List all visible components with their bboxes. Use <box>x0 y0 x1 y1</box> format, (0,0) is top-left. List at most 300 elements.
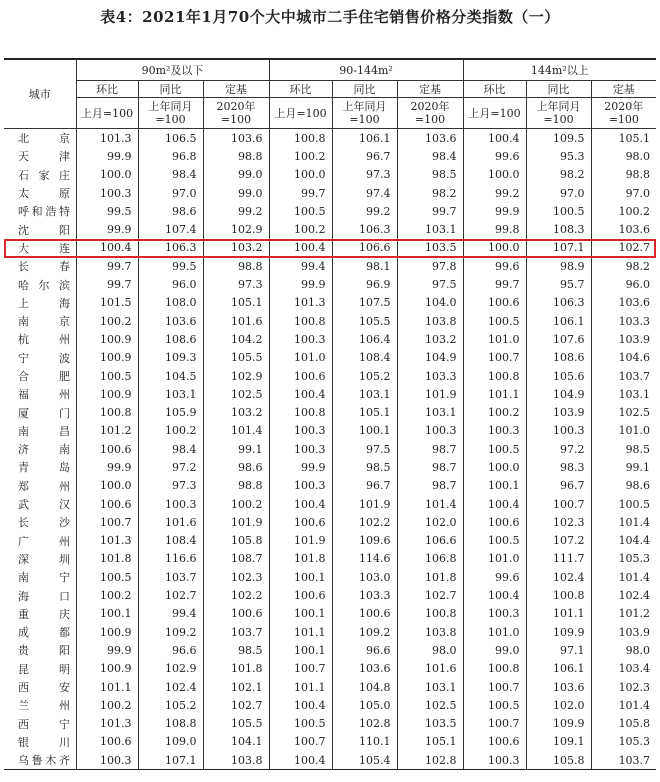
index-value-cell: 97.3 <box>138 477 203 495</box>
city-name: 长沙 <box>18 516 70 530</box>
index-value-cell: 97.0 <box>591 184 656 202</box>
city-cell <box>4 403 76 421</box>
city-name: 银川 <box>18 735 70 749</box>
table-row <box>4 513 656 531</box>
city-name: 上海 <box>18 296 70 310</box>
index-value-cell: 100.1 <box>463 477 526 495</box>
index-value-cell: 100.9 <box>100 387 132 401</box>
index-value-cell: 98.5 <box>332 458 397 476</box>
index-value-cell: 101.1 <box>269 678 332 696</box>
table-row <box>4 166 656 184</box>
city-cell <box>4 751 76 770</box>
index-value-cell: 109.3 <box>138 349 203 367</box>
index-value-cell: 111.7 <box>526 550 591 568</box>
index-value-cell: 102.7 <box>203 696 269 714</box>
index-value-cell: 99.9 <box>107 149 132 163</box>
index-value-cell: 100.3 <box>526 422 591 440</box>
index-value-cell: 100.6 <box>203 605 269 623</box>
index-value-cell: 97.1 <box>526 641 591 659</box>
index-value-cell: 100.3 <box>463 751 526 770</box>
base-header-2020: 2020年=100 <box>591 98 656 129</box>
index-value-cell: 104.4 <box>591 532 656 550</box>
index-value-cell: 103.1 <box>397 403 463 421</box>
index-value-cell: 102.8 <box>332 715 397 733</box>
city-cell <box>4 312 76 330</box>
index-value-cell: 100.8 <box>463 660 526 678</box>
index-value-cell: 100.0 <box>100 168 132 182</box>
index-value-cell: 99.7 <box>463 275 526 293</box>
city-name: 天津 <box>18 150 70 164</box>
index-value-cell: 98.7 <box>397 458 463 476</box>
index-value-cell: 100.2 <box>100 314 132 328</box>
index-value-cell: 103.1 <box>397 220 463 238</box>
city-cell <box>4 257 76 275</box>
index-value-cell: 103.7 <box>591 751 656 770</box>
index-value-cell: 106.5 <box>138 129 203 148</box>
index-value-cell: 100.8 <box>397 605 463 623</box>
index-value-cell: 95.7 <box>526 275 591 293</box>
index-value-cell: 99.4 <box>269 257 332 275</box>
index-value-cell: 99.2 <box>203 202 269 220</box>
index-value-cell: 104.5 <box>138 367 203 385</box>
city-name: 合肥 <box>18 370 70 383</box>
city-cell <box>4 166 76 184</box>
index-value-cell: 100.5 <box>463 696 526 714</box>
index-value-cell: 97.3 <box>332 166 397 184</box>
index-value-cell: 100.2 <box>100 698 132 712</box>
index-value-cell: 100.3 <box>269 477 332 495</box>
table-row <box>4 586 656 604</box>
index-value-cell: 98.0 <box>397 641 463 659</box>
index-value-cell: 99.7 <box>397 202 463 220</box>
index-value-cell: 103.7 <box>203 623 269 641</box>
index-value-cell: 100.1 <box>332 422 397 440</box>
index-value-cell: 97.2 <box>526 440 591 458</box>
index-value-cell: 100.5 <box>591 495 656 513</box>
index-value-cell: 104.9 <box>526 385 591 403</box>
city-cell <box>4 147 76 165</box>
index-value-cell: 103.6 <box>203 129 269 148</box>
index-value-cell: 103.2 <box>203 403 269 421</box>
index-value-cell: 100.3 <box>269 422 332 440</box>
index-value-cell: 98.6 <box>203 458 269 476</box>
index-value-cell: 99.5 <box>107 204 132 218</box>
index-value-cell: 106.6 <box>397 532 463 550</box>
base-header-2020: 2020年=100 <box>397 98 463 129</box>
city-name: 重庆 <box>18 607 70 621</box>
table-row <box>4 184 656 202</box>
table-row <box>4 568 656 586</box>
index-value-cell: 103.7 <box>138 568 203 586</box>
city-name: 昆明 <box>18 662 70 676</box>
index-value-cell: 101.4 <box>591 568 656 586</box>
table-title: 表4：2021年1月70个大中城市二手住宅销售价格分类指数（一） <box>100 8 560 26</box>
table-row <box>4 715 656 733</box>
index-value-cell: 100.9 <box>100 625 132 639</box>
city-cell <box>4 385 76 403</box>
sub-header-yoy: 同比 <box>332 81 397 98</box>
table-row <box>4 403 656 421</box>
table-row <box>4 532 656 550</box>
index-value-cell: 96.7 <box>332 477 397 495</box>
index-value-cell: 107.5 <box>332 294 397 312</box>
city-cell <box>4 550 76 568</box>
index-value-cell: 100.7 <box>463 349 526 367</box>
index-value-cell: 99.7 <box>107 259 132 273</box>
base-header-last-year: 上年同月=100 <box>526 98 591 129</box>
table-row <box>4 477 656 495</box>
index-value-cell: 106.1 <box>526 660 591 678</box>
index-value-cell: 109.2 <box>332 623 397 641</box>
index-value-cell: 95.3 <box>526 147 591 165</box>
table-row <box>4 422 656 440</box>
sub-header-yoy: 同比 <box>526 81 591 98</box>
sub-header-mom: 环比 <box>76 81 138 98</box>
index-value-cell: 103.5 <box>397 715 463 733</box>
index-value-cell: 108.6 <box>138 330 203 348</box>
index-value-cell: 100.2 <box>100 589 132 603</box>
index-value-cell: 107.1 <box>138 751 203 770</box>
index-value-cell: 109.5 <box>526 129 591 148</box>
index-value-cell: 109.9 <box>526 715 591 733</box>
group-header-small: 90m²及以下 <box>76 59 269 81</box>
index-value-cell: 100.6 <box>463 513 526 531</box>
table-row <box>4 147 656 165</box>
index-value-cell: 100.0 <box>100 479 132 493</box>
index-value-cell: 103.6 <box>591 220 656 238</box>
index-value-cell: 96.0 <box>138 275 203 293</box>
index-value-cell: 103.3 <box>591 312 656 330</box>
table-row <box>4 696 656 714</box>
index-value-cell: 100.5 <box>269 715 332 733</box>
index-value-cell: 101.9 <box>397 385 463 403</box>
index-value-cell: 99.1 <box>203 440 269 458</box>
index-value-cell: 102.7 <box>591 239 656 257</box>
city-name: 西安 <box>18 681 70 695</box>
city-name: 哈尔滨 <box>18 278 70 292</box>
index-value-cell: 101.1 <box>100 680 132 694</box>
index-value-cell: 100.6 <box>463 294 526 312</box>
index-value-cell: 105.8 <box>203 532 269 550</box>
index-value-cell: 100.3 <box>269 440 332 458</box>
index-value-cell: 105.5 <box>203 349 269 367</box>
index-value-cell: 98.2 <box>397 184 463 202</box>
city-name: 深圳 <box>18 552 70 566</box>
index-value-cell: 102.3 <box>526 513 591 531</box>
price-index-table-wrap <box>4 58 656 770</box>
sub-header-mom: 环比 <box>269 81 332 98</box>
index-value-cell: 101.0 <box>463 623 526 641</box>
index-value-cell: 101.9 <box>269 532 332 550</box>
index-value-cell: 102.2 <box>203 586 269 604</box>
city-cell <box>4 605 76 623</box>
index-value-cell: 109.2 <box>138 623 203 641</box>
index-value-cell: 98.9 <box>526 257 591 275</box>
index-value-cell: 108.4 <box>138 532 203 550</box>
index-value-cell: 101.0 <box>463 330 526 348</box>
index-value-cell: 108.3 <box>526 220 591 238</box>
index-value-cell: 103.6 <box>332 660 397 678</box>
index-value-cell: 100.7 <box>526 495 591 513</box>
index-value-cell: 107.6 <box>526 330 591 348</box>
index-value-cell: 101.8 <box>269 550 332 568</box>
index-value-cell: 108.0 <box>138 294 203 312</box>
index-value-cell: 98.0 <box>591 641 656 659</box>
index-value-cell: 100.1 <box>269 641 332 659</box>
city-name: 乌鲁木齐 <box>18 754 70 768</box>
table-row <box>4 440 656 458</box>
city-cell <box>4 733 76 751</box>
sub-header-mom: 环比 <box>463 81 526 98</box>
index-value-cell: 98.5 <box>203 641 269 659</box>
table-row <box>4 330 656 348</box>
city-name: 成都 <box>18 626 70 640</box>
city-name: 杭州 <box>18 333 70 347</box>
index-value-cell: 102.4 <box>591 586 656 604</box>
index-value-cell: 100.2 <box>591 202 656 220</box>
index-value-cell: 100.6 <box>100 497 132 511</box>
index-value-cell: 100.4 <box>269 751 332 770</box>
index-value-cell: 105.1 <box>397 733 463 751</box>
index-value-cell: 99.6 <box>463 257 526 275</box>
table-row <box>4 660 656 678</box>
city-cell <box>4 532 76 550</box>
index-value-cell: 97.8 <box>397 257 463 275</box>
index-value-cell: 106.8 <box>397 550 463 568</box>
index-value-cell: 101.8 <box>100 552 132 566</box>
index-value-cell: 100.2 <box>269 220 332 238</box>
index-value-cell: 100.5 <box>526 202 591 220</box>
index-value-cell: 98.2 <box>526 166 591 184</box>
index-value-cell: 98.4 <box>138 166 203 184</box>
price-index-table <box>4 58 656 770</box>
index-value-cell: 100.4 <box>463 495 526 513</box>
index-value-cell: 102.5 <box>203 385 269 403</box>
index-value-cell: 100.4 <box>269 495 332 513</box>
city-name: 沈阳 <box>18 223 70 237</box>
city-cell <box>4 422 76 440</box>
index-value-cell: 105.3 <box>591 550 656 568</box>
base-header-last-month: 上月=100 <box>269 98 332 129</box>
index-value-cell: 97.0 <box>526 184 591 202</box>
index-value-cell: 100.7 <box>269 733 332 751</box>
index-value-cell: 105.9 <box>138 403 203 421</box>
city-name: 石家庄 <box>18 168 70 182</box>
index-value-cell: 103.5 <box>397 239 463 257</box>
index-value-cell: 101.0 <box>463 550 526 568</box>
index-value-cell: 98.6 <box>591 477 656 495</box>
index-value-cell: 101.3 <box>100 717 132 731</box>
city-name: 兰州 <box>18 699 70 713</box>
index-value-cell: 103.3 <box>397 367 463 385</box>
index-value-cell: 99.9 <box>107 643 132 657</box>
index-value-cell: 103.6 <box>138 312 203 330</box>
index-value-cell: 100.3 <box>463 422 526 440</box>
index-value-cell: 99.9 <box>107 460 132 474</box>
index-value-cell: 98.7 <box>397 477 463 495</box>
index-value-cell: 100.6 <box>269 586 332 604</box>
index-value-cell: 101.1 <box>526 605 591 623</box>
index-value-cell: 103.6 <box>591 294 656 312</box>
city-cell <box>4 568 76 586</box>
index-value-cell: 100.9 <box>100 351 132 365</box>
index-value-cell: 100.4 <box>269 385 332 403</box>
index-value-cell: 103.9 <box>526 403 591 421</box>
index-value-cell: 100.7 <box>269 660 332 678</box>
base-header-last-month: 上月=100 <box>463 98 526 129</box>
index-value-cell: 108.7 <box>203 550 269 568</box>
index-value-cell: 101.4 <box>591 696 656 714</box>
index-value-cell: 108.4 <box>332 349 397 367</box>
index-value-cell: 100.6 <box>332 605 397 623</box>
sub-header-fixed-base: 定基 <box>397 81 463 98</box>
index-value-cell: 103.2 <box>397 330 463 348</box>
city-name: 西宁 <box>18 717 70 731</box>
index-value-cell: 101.4 <box>397 495 463 513</box>
index-value-cell: 100.7 <box>463 715 526 733</box>
index-value-cell: 98.8 <box>203 257 269 275</box>
index-value-cell: 105.2 <box>332 367 397 385</box>
index-value-cell: 100.6 <box>100 442 132 456</box>
index-value-cell: 98.4 <box>138 440 203 458</box>
index-value-cell: 102.5 <box>591 403 656 421</box>
city-name: 太原 <box>18 187 70 201</box>
index-value-cell: 96.7 <box>332 147 397 165</box>
index-value-cell: 105.2 <box>138 696 203 714</box>
index-value-cell: 105.8 <box>526 751 591 770</box>
index-value-cell: 99.8 <box>463 220 526 238</box>
city-cell <box>4 330 76 348</box>
index-value-cell: 101.6 <box>138 513 203 531</box>
index-value-cell: 98.8 <box>591 166 656 184</box>
index-value-cell: 105.6 <box>526 367 591 385</box>
index-value-cell: 99.6 <box>463 147 526 165</box>
table-row <box>4 641 656 659</box>
index-value-cell: 98.4 <box>397 147 463 165</box>
city-cell <box>4 294 76 312</box>
index-value-cell: 97.3 <box>203 275 269 293</box>
index-value-cell: 109.9 <box>526 623 591 641</box>
city-cell <box>4 696 76 714</box>
index-value-cell: 102.5 <box>397 696 463 714</box>
city-cell <box>4 477 76 495</box>
index-value-cell: 101.1 <box>463 385 526 403</box>
city-cell <box>4 660 76 678</box>
city-cell <box>4 715 76 733</box>
index-value-cell: 99.9 <box>269 275 332 293</box>
index-value-cell: 102.9 <box>203 367 269 385</box>
sub-header-yoy: 同比 <box>138 81 203 98</box>
table-row <box>4 495 656 513</box>
city-cell <box>4 349 76 367</box>
index-value-cell: 102.8 <box>397 751 463 770</box>
index-value-cell: 99.2 <box>463 184 526 202</box>
index-value-cell: 104.2 <box>203 330 269 348</box>
base-header-2020: 2020年=100 <box>203 98 269 129</box>
index-value-cell: 99.0 <box>463 641 526 659</box>
index-value-cell: 99.9 <box>463 202 526 220</box>
table-row <box>4 239 656 257</box>
table-row <box>4 550 656 568</box>
index-value-cell: 106.4 <box>332 330 397 348</box>
index-value-cell: 99.9 <box>107 223 132 237</box>
index-value-cell: 110.1 <box>332 733 397 751</box>
city-name: 南昌 <box>18 424 70 438</box>
index-value-cell: 109.1 <box>526 733 591 751</box>
index-value-cell: 106.6 <box>332 239 397 257</box>
index-value-cell: 102.1 <box>203 678 269 696</box>
index-value-cell: 102.3 <box>203 568 269 586</box>
city-cell <box>4 513 76 531</box>
table-row <box>4 220 656 238</box>
index-value-cell: 99.0 <box>203 184 269 202</box>
index-value-cell: 97.5 <box>397 275 463 293</box>
table-row <box>4 678 656 696</box>
index-value-cell: 100.2 <box>269 147 332 165</box>
index-value-cell: 106.1 <box>332 129 397 148</box>
group-header-large: 144m²以上 <box>463 59 656 81</box>
index-value-cell: 100.9 <box>100 662 132 676</box>
index-value-cell: 101.5 <box>100 296 132 310</box>
index-value-cell: 105.4 <box>332 751 397 770</box>
city-cell <box>4 623 76 641</box>
index-value-cell: 101.3 <box>100 534 132 548</box>
city-cell <box>4 641 76 659</box>
index-value-cell: 108.6 <box>526 349 591 367</box>
index-value-cell: 100.6 <box>269 367 332 385</box>
index-value-cell: 114.6 <box>332 550 397 568</box>
index-value-cell: 100.5 <box>463 312 526 330</box>
city-name: 青岛 <box>18 461 70 475</box>
index-value-cell: 101.0 <box>269 349 332 367</box>
index-value-cell: 98.8 <box>203 147 269 165</box>
index-value-cell: 100.1 <box>269 568 332 586</box>
group-header-medium: 90-144m² <box>269 59 463 81</box>
city-cell <box>4 220 76 238</box>
index-value-cell: 99.2 <box>332 202 397 220</box>
index-value-cell: 104.1 <box>203 733 269 751</box>
sub-header-fixed-base: 定基 <box>591 81 656 98</box>
index-value-cell: 101.1 <box>269 623 332 641</box>
index-value-cell: 105.1 <box>203 294 269 312</box>
city-name: 广州 <box>18 534 70 548</box>
index-value-cell: 105.8 <box>591 715 656 733</box>
index-value-cell: 106.3 <box>138 239 203 257</box>
index-value-cell: 100.5 <box>269 202 332 220</box>
index-value-cell: 100.4 <box>269 696 332 714</box>
table-row <box>4 385 656 403</box>
index-value-cell: 98.0 <box>591 147 656 165</box>
table-row <box>4 458 656 476</box>
index-value-cell: 103.6 <box>397 129 463 148</box>
city-name: 济南 <box>18 443 70 457</box>
index-value-cell: 100.8 <box>269 312 332 330</box>
city-cell <box>4 586 76 604</box>
index-value-cell: 97.5 <box>332 440 397 458</box>
table-row <box>4 129 656 148</box>
city-name: 福州 <box>18 388 70 402</box>
index-value-cell: 100.3 <box>463 605 526 623</box>
index-value-cell: 100.3 <box>100 186 132 200</box>
index-value-cell: 103.1 <box>591 385 656 403</box>
city-name: 郑州 <box>18 479 70 493</box>
index-value-cell: 101.0 <box>591 422 656 440</box>
index-value-cell: 98.2 <box>591 257 656 275</box>
index-value-cell: 99.5 <box>138 257 203 275</box>
index-value-cell: 97.0 <box>138 184 203 202</box>
index-value-cell: 103.3 <box>332 586 397 604</box>
index-value-cell: 104.6 <box>591 349 656 367</box>
